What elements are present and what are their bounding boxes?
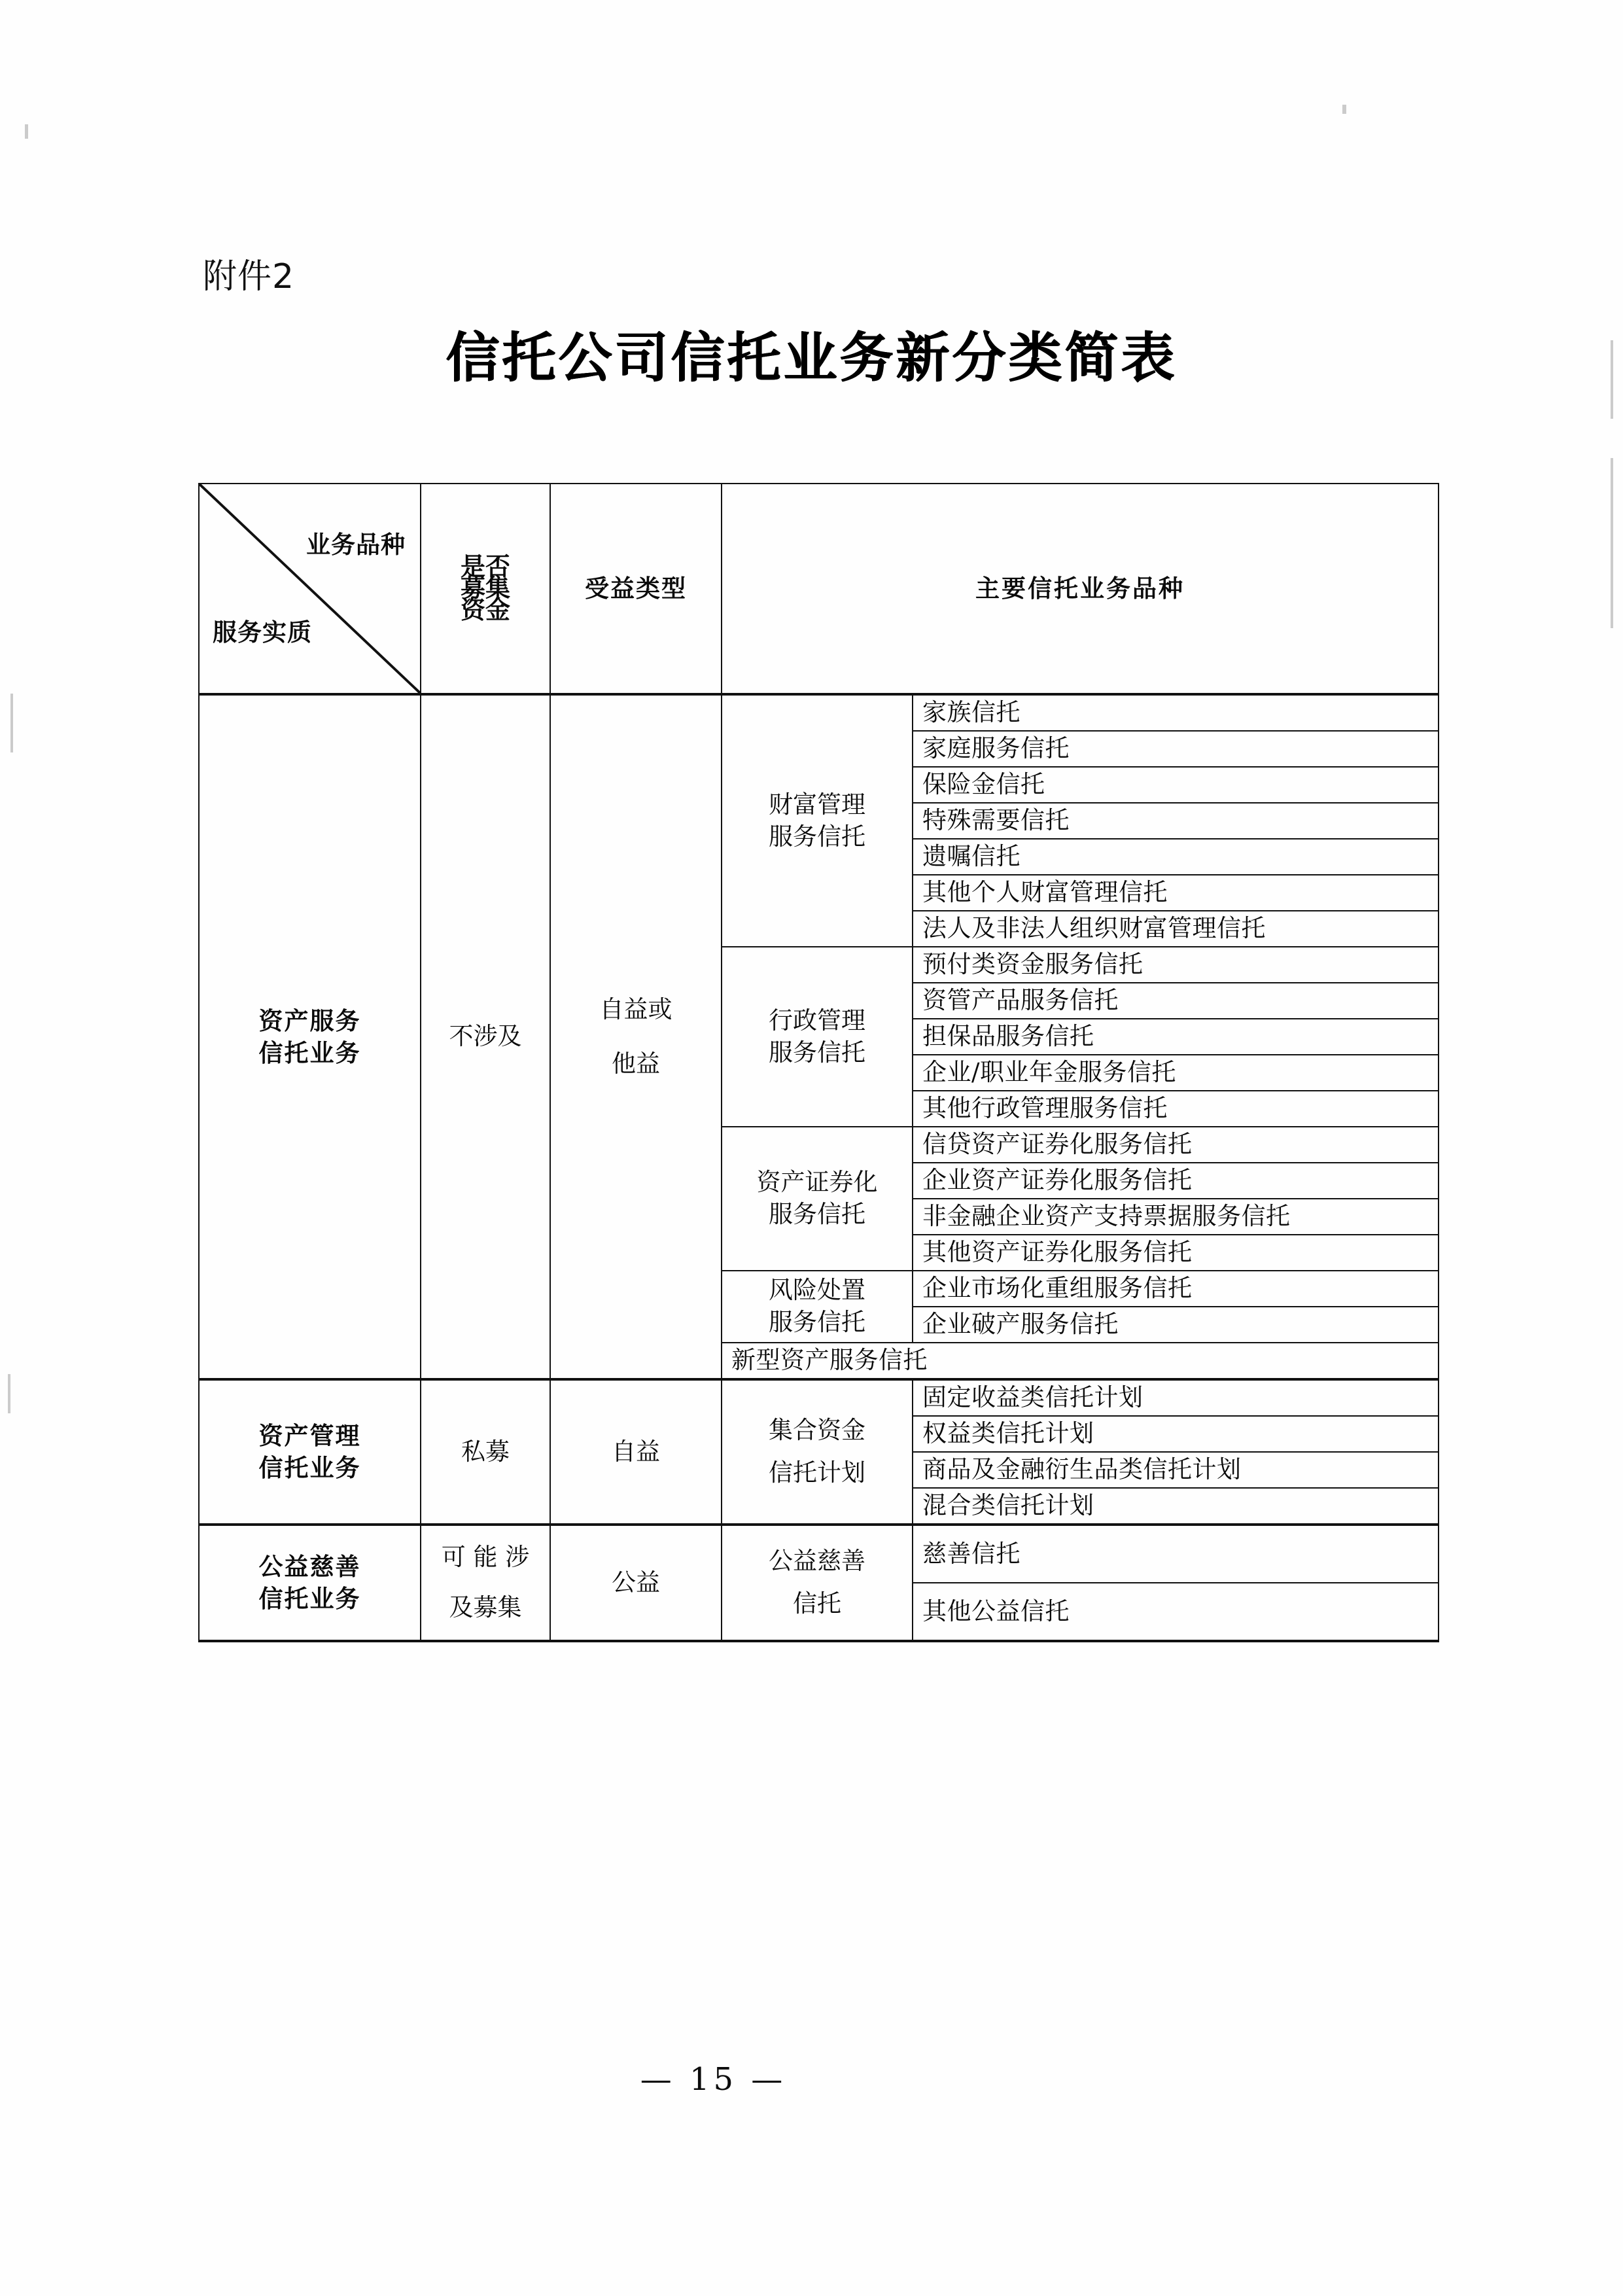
product-item: 企业/职业年金服务信托: [913, 1055, 1439, 1091]
service-label-line2: 信托业务: [258, 1038, 361, 1067]
header-corner-cell: [199, 484, 421, 694]
service-essence-asset-management: [199, 1379, 421, 1525]
product-item: 信贷资产证券化服务信托: [913, 1127, 1439, 1163]
product-item: 法人及非法人组织财富管理信托: [913, 911, 1439, 947]
type-line1: 财富管理: [769, 790, 865, 819]
product-item: 资管产品服务信托: [913, 983, 1439, 1019]
diagonal-divider-icon: [200, 484, 420, 693]
business-type-wealth-management: [722, 694, 913, 947]
product-item: 遗嘱信托: [913, 839, 1439, 875]
scan-speck: [1342, 105, 1346, 114]
raise-funds-asset-service: 不涉及: [421, 694, 550, 1379]
service-label-line2: 信托业务: [258, 1584, 361, 1613]
product-item: 其他个人财富管理信托: [913, 875, 1439, 911]
header-business-category-label: 业务品种: [306, 530, 406, 559]
page-number: — 15 —: [640, 2061, 787, 2098]
benefit-line2: 他益: [612, 1049, 660, 1078]
service-label-line1: 公益慈善: [258, 1552, 361, 1581]
header-main-products: 主要信托业务品种: [722, 484, 1439, 694]
benefit-type-charity: 公益: [550, 1525, 722, 1641]
raise-char-5: 金: [485, 594, 511, 624]
type-line2: 服务信托: [769, 1200, 865, 1228]
header-raise-funds-grid: [430, 552, 540, 624]
product-item: 其他公益信托: [913, 1583, 1439, 1641]
raise-funds-asset-management: 私募: [421, 1379, 550, 1525]
product-item: 固定收益类信托计划: [913, 1379, 1439, 1416]
raise-funds-charity: [421, 1525, 550, 1641]
product-item: 混合类信托计划: [913, 1488, 1439, 1525]
product-item: 商品及金融衍生品类信托计划: [913, 1452, 1439, 1488]
business-type-asset-securitization: [722, 1127, 913, 1271]
table-row: [199, 694, 1439, 731]
product-item: 预付类资金服务信托: [913, 947, 1439, 983]
business-type-collective-fund-trust-plan: [722, 1379, 913, 1525]
product-item: 企业资产证券化服务信托: [913, 1163, 1439, 1199]
header-service-essence-label: 服务实质: [213, 618, 312, 647]
table-row: [199, 1525, 1439, 1583]
service-label-line1: 资产管理: [258, 1421, 361, 1451]
header-benefit-type: 受益类型: [550, 484, 722, 694]
service-essence-asset-service: [199, 694, 421, 1379]
raise-char-1: 否: [485, 552, 511, 582]
raise-char-3: 集: [485, 573, 511, 603]
scan-speck: [25, 124, 28, 139]
type-line1: 风险处置: [769, 1276, 865, 1305]
type-line2: 服务信托: [769, 1038, 865, 1067]
service-label-line2: 信托业务: [258, 1453, 361, 1482]
attachment-label: 附件2: [203, 257, 295, 296]
product-item: 保险金信托: [913, 767, 1439, 803]
product-item: 家族信托: [913, 694, 1439, 731]
scan-speck: [1611, 458, 1613, 628]
service-label-line1: 资产服务: [258, 1006, 361, 1035]
raise-line1: 可 能 涉: [441, 1543, 530, 1572]
product-item: 特殊需要信托: [913, 803, 1439, 839]
type-line2: 信托: [793, 1589, 841, 1617]
service-essence-charity: [199, 1525, 421, 1641]
business-type-new-asset-service: 新型资产服务信托: [722, 1343, 1439, 1379]
type-line1: 公益慈善: [769, 1547, 865, 1576]
product-item: 担保品服务信托: [913, 1019, 1439, 1055]
benefit-type-asset-management: 自益: [550, 1379, 722, 1525]
scan-speck: [8, 1374, 10, 1413]
type-line2: 服务信托: [769, 1308, 865, 1336]
type-line2: 信托计划: [769, 1458, 865, 1487]
business-type-administrative-management: [722, 947, 913, 1127]
product-item: 企业破产服务信托: [913, 1307, 1439, 1343]
type-line1: 资产证券化: [756, 1168, 878, 1197]
product-item: 其他资产证券化服务信托: [913, 1235, 1439, 1271]
raise-char-0: 是: [460, 552, 485, 582]
type-line1: 集合资金: [769, 1416, 865, 1445]
type-line2: 服务信托: [769, 822, 865, 851]
raise-char-4: 资: [460, 594, 485, 624]
type-line1: 行政管理: [769, 1006, 865, 1034]
table-header-row: [199, 484, 1439, 694]
business-type-charity-trust: [722, 1525, 913, 1641]
table-row: [199, 1379, 1439, 1416]
benefit-line1: 自益或: [599, 995, 672, 1023]
benefit-type-asset-service: [550, 694, 722, 1379]
product-item: 非金融企业资产支持票据服务信托: [913, 1199, 1439, 1235]
product-item: 企业市场化重组服务信托: [913, 1271, 1439, 1307]
page-title: 信托公司信托业务新分类简表: [445, 327, 1178, 389]
product-item: 权益类信托计划: [913, 1416, 1439, 1452]
scan-speck: [10, 694, 13, 752]
product-item: 其他行政管理服务信托: [913, 1091, 1439, 1127]
header-raise-funds-cell: [421, 484, 550, 694]
business-type-risk-disposal: [722, 1271, 913, 1343]
raise-char-2: 募: [460, 573, 485, 603]
product-item: 家庭服务信托: [913, 731, 1439, 767]
trust-business-classification-table: [198, 483, 1439, 1642]
product-item: 慈善信托: [913, 1525, 1439, 1583]
raise-line2: 及募集: [449, 1593, 522, 1621]
